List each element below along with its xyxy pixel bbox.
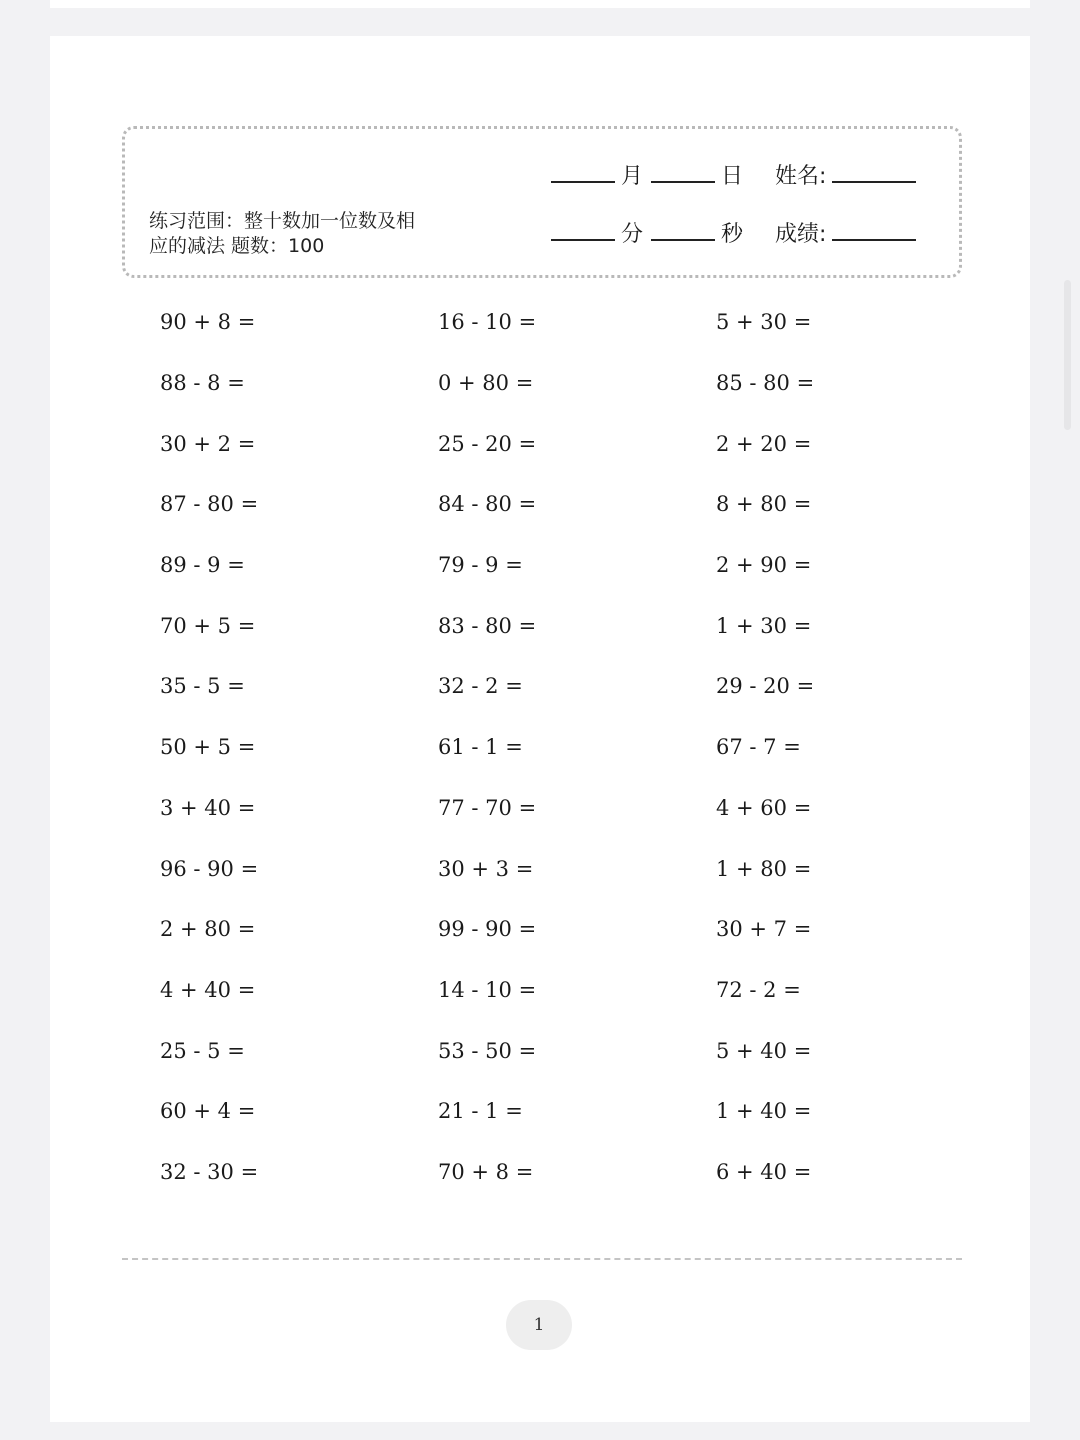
score-blank [832, 219, 916, 241]
minute-label: 分 [621, 222, 644, 247]
problem-item: 5 + 30 = [716, 310, 812, 335]
problem-item: 89 - 9 = [160, 553, 245, 578]
score-label: 成绩: [775, 222, 827, 247]
name-label: 姓名: [775, 164, 827, 189]
problem-item: 3 + 40 = [160, 795, 256, 820]
problem-item: 53 - 50 = [438, 1038, 537, 1063]
problem-item: 96 - 90 = [160, 856, 259, 881]
problem-item: 30 + 2 = [160, 431, 256, 456]
problem-row [160, 474, 1020, 535]
problem-row [160, 960, 1020, 1021]
problem-item: 6 + 40 = [716, 1159, 812, 1184]
problem-item: 60 + 4 = [160, 1099, 256, 1124]
problem-item: 1 + 40 = [716, 1099, 812, 1124]
problem-item: 4 + 60 = [716, 795, 812, 820]
problem-row [160, 838, 1020, 899]
problem-item: 50 + 5 = [160, 735, 256, 760]
problem-item: 90 + 8 = [160, 310, 256, 335]
problem-item: 67 - 7 = [716, 735, 801, 760]
problem-item: 70 + 5 = [160, 613, 256, 638]
problem-item: 30 + 7 = [716, 917, 812, 942]
problem-item: 61 - 1 = [438, 735, 523, 760]
problem-item: 4 + 40 = [160, 977, 256, 1002]
problem-item: 84 - 80 = [438, 492, 537, 517]
problem-item: 32 - 2 = [438, 674, 523, 699]
practice-scope-line2: 应的减法 题数：100 [149, 235, 325, 257]
problem-row [160, 778, 1020, 839]
month-label: 月 [621, 164, 644, 189]
name-blank [832, 161, 916, 183]
day-blank [651, 161, 715, 183]
problem-row [160, 1142, 1020, 1203]
problem-item: 30 + 3 = [438, 856, 534, 881]
problem-item: 2 + 80 = [160, 917, 256, 942]
problem-item: 70 + 8 = [438, 1159, 534, 1184]
problem-row [160, 353, 1020, 414]
page-divider [122, 1258, 962, 1260]
page-number: 1 [533, 1315, 545, 1335]
scrollbar-thumb[interactable] [1064, 280, 1071, 430]
problem-item: 79 - 9 = [438, 553, 523, 578]
worksheet-header-box [122, 126, 962, 278]
problem-item: 1 + 30 = [716, 613, 812, 638]
second-label: 秒 [721, 222, 744, 247]
problem-row [160, 595, 1020, 656]
problem-item: 88 - 8 = [160, 371, 245, 396]
problem-row [160, 1020, 1020, 1081]
problem-item: 0 + 80 = [438, 371, 534, 396]
practice-scope [149, 209, 449, 259]
problem-row [160, 292, 1020, 353]
problem-item: 87 - 80 = [160, 492, 259, 517]
problem-item: 83 - 80 = [438, 613, 537, 638]
problem-row [160, 535, 1020, 596]
month-blank [551, 161, 615, 183]
problem-item: 2 + 90 = [716, 553, 812, 578]
problem-grid [160, 292, 1020, 1202]
problem-row [160, 717, 1020, 778]
problem-row [160, 656, 1020, 717]
problem-item: 21 - 1 = [438, 1099, 523, 1124]
page-number-badge[interactable] [506, 1300, 572, 1350]
problem-item: 29 - 20 = [716, 674, 815, 699]
problem-item: 1 + 80 = [716, 856, 812, 881]
problem-item: 5 + 40 = [716, 1038, 812, 1063]
problem-item: 14 - 10 = [438, 977, 537, 1002]
problem-item: 77 - 70 = [438, 795, 537, 820]
problem-item: 16 - 10 = [438, 310, 537, 335]
minute-blank [551, 219, 615, 241]
problem-item: 8 + 80 = [716, 492, 812, 517]
problem-item: 25 - 5 = [160, 1038, 245, 1063]
problem-item: 32 - 30 = [160, 1159, 259, 1184]
date-name-row [551, 159, 922, 190]
worksheet-page [50, 36, 1030, 1422]
problem-row [160, 899, 1020, 960]
day-label: 日 [721, 164, 744, 189]
problem-row [160, 1081, 1020, 1142]
previous-page-edge [50, 0, 1030, 8]
second-blank [651, 219, 715, 241]
problem-item: 2 + 20 = [716, 431, 812, 456]
problem-item: 72 - 2 = [716, 977, 801, 1002]
time-score-row [551, 217, 922, 248]
problem-item: 99 - 90 = [438, 917, 537, 942]
problem-item: 35 - 5 = [160, 674, 245, 699]
problem-row [160, 413, 1020, 474]
practice-scope-line1: 练习范围：整十数加一位数及相 [149, 210, 416, 232]
problem-item: 25 - 20 = [438, 431, 537, 456]
problem-item: 85 - 80 = [716, 371, 815, 396]
